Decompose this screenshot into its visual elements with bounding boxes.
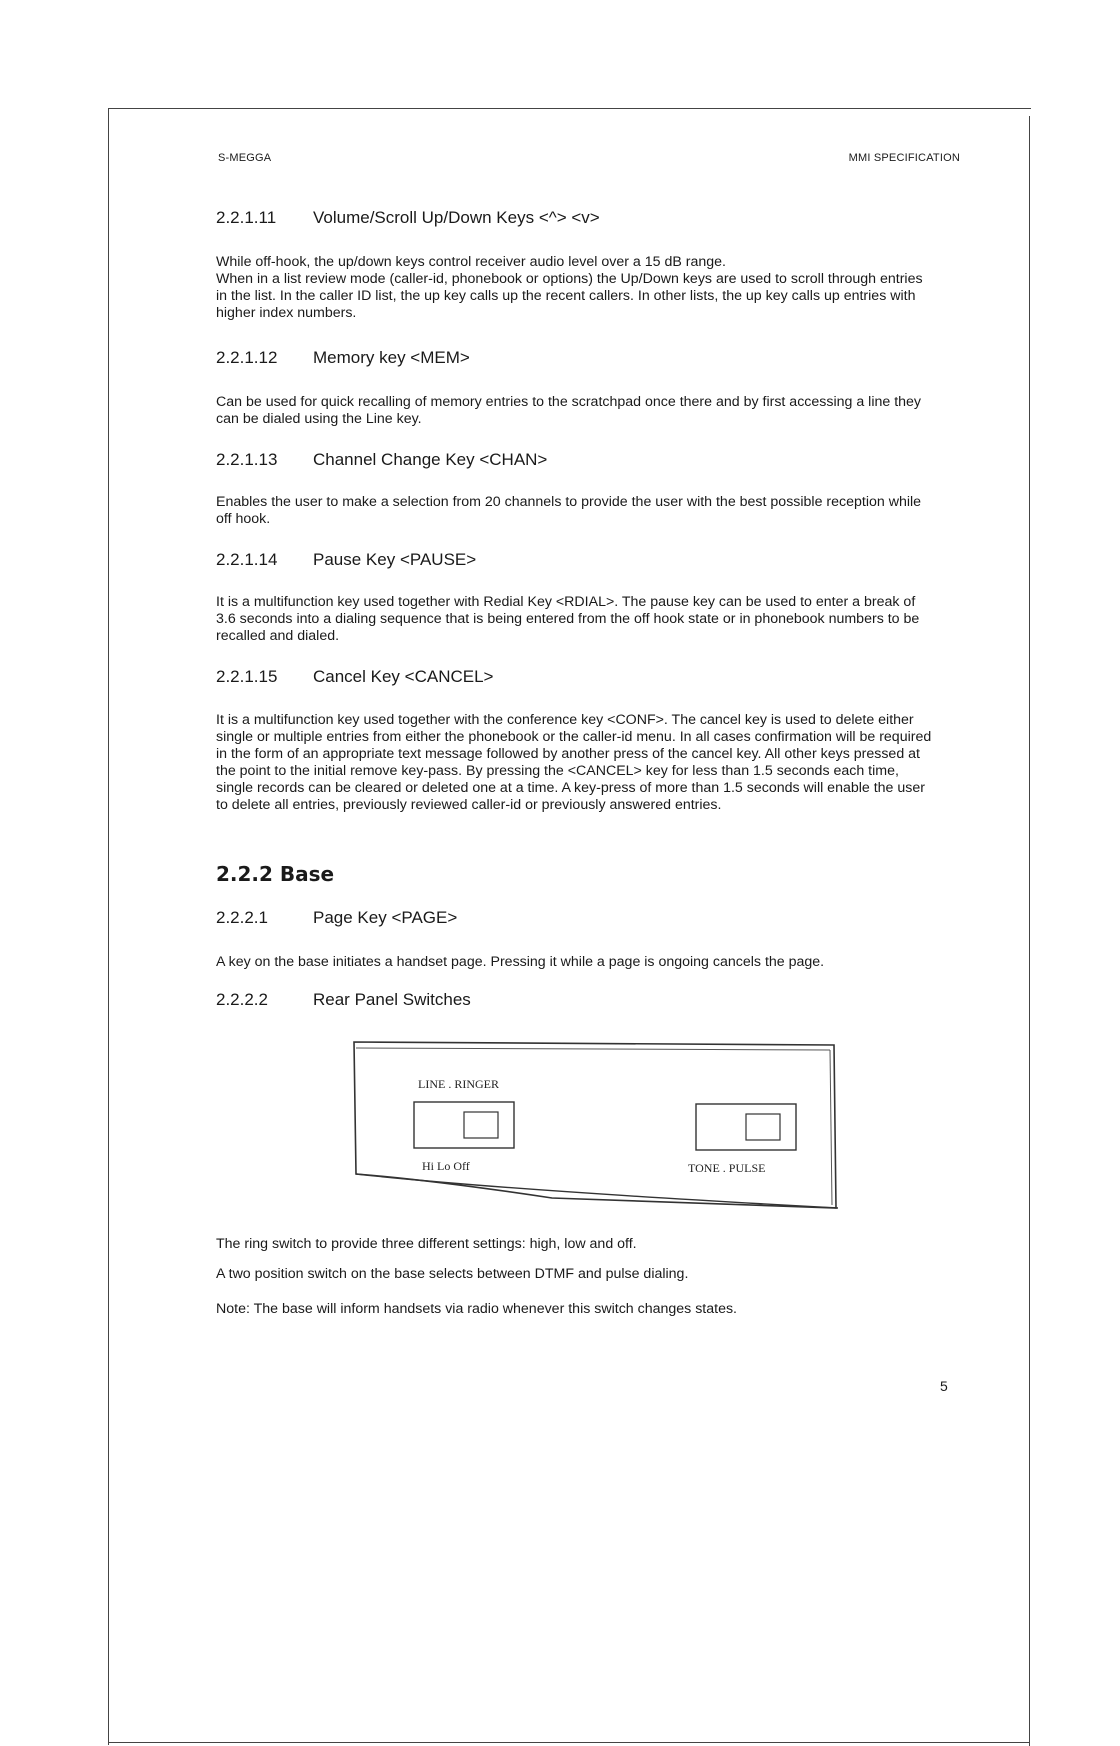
section-title: Volume/Scroll Up/Down Keys <^> <v> — [313, 208, 600, 227]
section-number: 2.2.1.15 — [216, 667, 278, 686]
section-number: 2.2.2.1 — [216, 908, 268, 927]
section-title: Memory key <MEM> — [313, 348, 470, 367]
paragraph: The ring switch to provide three different settings: high, low and off. — [216, 1236, 637, 1252]
section-title: Cancel Key <CANCEL> — [313, 667, 494, 686]
tone-pulse-label: TONE . PULSE — [688, 1161, 766, 1175]
page-frame-right — [1029, 116, 1030, 1746]
section-number: 2.2.1.11 — [216, 208, 277, 227]
paragraph: Can be used for quick recalling of memory entries to the scratchpad once there and by first accessing a line they can be dialed using the Line key. — [216, 394, 922, 427]
section-heading-base — [216, 862, 932, 886]
section-body-channel-key — [216, 494, 932, 528]
panel-inner-edge-right — [830, 1050, 832, 1205]
section-body-rear-panel — [216, 1236, 932, 1318]
paragraph: Enables the user to make a selection from 20 channels to provide the user with the best possible reception while off hook. — [216, 494, 922, 527]
ringer-positions-label: Hi Lo Off — [422, 1159, 470, 1173]
line-ringer-label: LINE . RINGER — [418, 1077, 499, 1091]
dial-mode-switch-knob — [746, 1114, 780, 1140]
section-body-memory-key — [216, 394, 932, 428]
section-body-cancel-key — [216, 712, 932, 814]
section-body-page-key — [216, 954, 932, 971]
note-paragraph: Note: The base will inform handsets via radio whenever this switch changes states. — [216, 1301, 737, 1317]
ringer-switch-knob — [464, 1112, 498, 1138]
section-title: Page Key <PAGE> — [313, 908, 458, 927]
page-number: 5 — [940, 1378, 948, 1394]
panel-inner-edge — [356, 1048, 830, 1050]
header-left: S-MEGGA — [218, 152, 272, 164]
section-number: 2.2.1.12 — [216, 348, 278, 367]
section-title: Channel Change Key <CHAN> — [313, 450, 548, 469]
section-heading-rear-panel — [216, 990, 932, 1010]
section-heading-pause-key — [216, 550, 932, 570]
paragraph: It is a multifunction key used together with Redial Key <RDIAL>. The pause key can be used to enter a break of 3.6 seconds into a dialing sequence that is being entered from the off hook state or in phonebook numbers to be recalled and dialed. — [216, 594, 920, 644]
panel-bottom-edge — [356, 1174, 838, 1208]
paragraph: A two position switch on the base selects between DTMF and pulse dialing. — [216, 1266, 689, 1282]
section-number: 2.2.2.2 — [216, 990, 268, 1009]
section-heading-volume-keys — [216, 208, 932, 228]
page-frame-bottom — [108, 1742, 1030, 1743]
section-number: 2.2.1.13 — [216, 450, 278, 469]
section-body-pause-key — [216, 594, 932, 645]
base-heading: 2.2.2 Base — [216, 862, 335, 886]
section-number: 2.2.1.14 — [216, 550, 278, 569]
rear-panel-diagram — [352, 1040, 838, 1215]
section-heading-cancel-key — [216, 667, 932, 687]
header-right: MMI SPECIFICATION — [848, 152, 960, 164]
paragraph: It is a multifunction key used together with the conference key <CONF>. The cancel key is used to delete either single or multiple entries from either the phonebook or the caller-id menu. In all cases confirmation will be required in the form of an appropriate text message followed by another press of the cancel key. All other keys pressed at the point to the initial remove key-pass. By pressing the <CANCEL> key for less than 1.5 seconds each time, single records can be cleared or deleted one at a time. A key-press of more than 1.5 seconds will enable the user to delete all entries, previously reviewed caller-id or previously answered entries. — [216, 712, 932, 813]
panel-outline — [354, 1042, 836, 1208]
paragraph: A key on the base initiates a handset page. Pressing it while a page is ongoing cancels the page. — [216, 954, 825, 970]
section-title: Rear Panel Switches — [313, 990, 471, 1009]
section-body-volume-keys — [216, 254, 932, 322]
paragraph: When in a list review mode (caller-id, phonebook or options) the Up/Down keys are used to scroll through entries in the list. In the caller ID list, the up key calls up the recent callers. In other lists, the up key calls up entries with higher index numbers. — [216, 271, 923, 321]
rear-panel-svg — [352, 1040, 838, 1215]
section-heading-channel-key — [216, 450, 932, 470]
section-title: Pause Key <PAUSE> — [313, 550, 477, 569]
paragraph: While off-hook, the up/down keys control receiver audio level over a 15 dB range. — [216, 254, 726, 270]
section-heading-memory-key — [216, 348, 932, 368]
section-heading-page-key — [216, 908, 932, 928]
